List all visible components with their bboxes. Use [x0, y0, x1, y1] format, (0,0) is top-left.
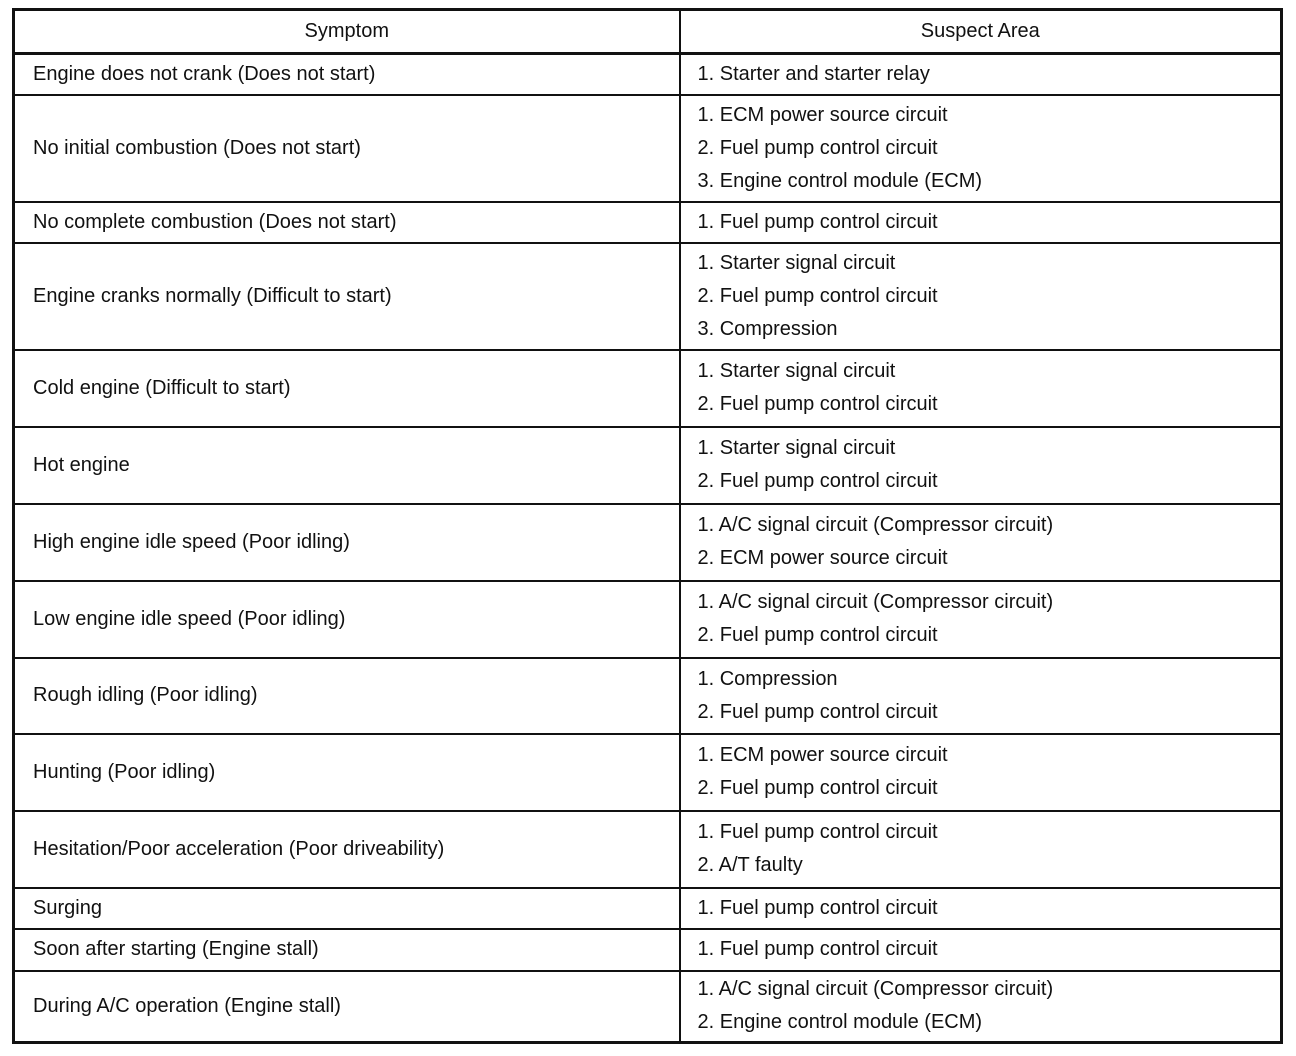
symptom-cell: Low engine idle speed (Poor idling) [14, 581, 680, 658]
suspect-area-cell [680, 888, 1282, 929]
suspect-item: 2. A/T faulty [697, 854, 803, 876]
suspect-item: 1. Starter signal circuit [697, 437, 896, 459]
suspect-item: 2. Fuel pump control circuit [697, 777, 938, 799]
suspect-area-cell [680, 929, 1282, 971]
suspect-area-cell [680, 243, 1282, 350]
table-row [14, 581, 1282, 658]
symptom-cell: Hot engine [14, 427, 680, 504]
symptom-cell: During A/C operation (Engine stall) [14, 971, 680, 1043]
suspect-area-cell [680, 427, 1282, 504]
suspect-item: 2. Fuel pump control circuit [697, 136, 938, 159]
table-header [14, 10, 1282, 54]
suspect-area-cell [680, 734, 1282, 811]
symptom-cell: Rough idling (Poor idling) [14, 658, 680, 734]
symptom-cell: Cold engine (Difficult to start) [14, 350, 680, 427]
suspect-item: 2. Fuel pump control circuit [697, 393, 938, 415]
suspect-item: 1. Compression [697, 667, 838, 690]
symptom-cell: Hesitation/Poor acceleration (Poor driveability) [14, 811, 680, 888]
table-row [14, 971, 1282, 1043]
symptom-cell: Soon after starting (Engine stall) [14, 929, 680, 971]
suspect-item: 1. A/C signal circuit (Compressor circuit) [697, 591, 1054, 613]
suspect-item: 2. Fuel pump control circuit [697, 470, 938, 492]
table-row [14, 243, 1282, 350]
symptom-cell: Surging [14, 888, 680, 929]
suspect-item: 1. A/C signal circuit (Compressor circuit) [697, 978, 1054, 1001]
suspect-item: 2. Fuel pump control circuit [697, 700, 938, 723]
table-row [14, 929, 1282, 971]
table-row [14, 734, 1282, 811]
suspect-area-cell [680, 202, 1282, 243]
suspect-area-cell [680, 54, 1282, 95]
suspect-item: 1. A/C signal circuit (Compressor circuit) [697, 514, 1054, 536]
table-row [14, 350, 1282, 427]
symptom-cell: No initial combustion (Does not start) [14, 95, 680, 202]
suspect-item: 2. Fuel pump control circuit [697, 624, 938, 646]
header-row [14, 10, 1282, 54]
suspect-item: 1. Starter signal circuit [697, 360, 896, 382]
suspect-area-cell [680, 811, 1282, 888]
suspect-item: 3. Compression [697, 317, 838, 340]
suspect-area-cell [680, 350, 1282, 427]
table-body [14, 54, 1282, 1043]
suspect-area-cell [680, 581, 1282, 658]
symptom-table [12, 8, 1283, 1044]
suspect-item: 1. Fuel pump control circuit [697, 896, 938, 919]
suspect-item: 1. Fuel pump control circuit [697, 938, 938, 960]
suspect-area-cell [680, 504, 1282, 581]
table-row [14, 202, 1282, 243]
header-symptom: Symptom [14, 10, 680, 54]
symptom-cell: No complete combustion (Does not start) [14, 202, 680, 243]
symptom-cell: Engine does not crank (Does not start) [14, 54, 680, 95]
header-suspect-area: Suspect Area [680, 10, 1282, 54]
table-row [14, 504, 1282, 581]
suspect-area-cell [680, 95, 1282, 202]
symptom-cell: Hunting (Poor idling) [14, 734, 680, 811]
suspect-item: 1. ECM power source circuit [697, 103, 948, 126]
table-row [14, 658, 1282, 734]
suspect-item: 1. Fuel pump control circuit [697, 821, 938, 843]
symptom-cell: High engine idle speed (Poor idling) [14, 504, 680, 581]
table-row [14, 95, 1282, 202]
suspect-item: 1. Fuel pump control circuit [697, 210, 938, 233]
table-row [14, 54, 1282, 95]
suspect-item: 1. Starter signal circuit [697, 251, 896, 274]
table-row [14, 811, 1282, 888]
table-row [14, 888, 1282, 929]
suspect-item: 3. Engine control module (ECM) [697, 169, 983, 192]
suspect-item: 2. Fuel pump control circuit [697, 284, 938, 307]
table-row [14, 427, 1282, 504]
suspect-area-cell [680, 658, 1282, 734]
suspect-item: 1. Starter and starter relay [697, 62, 930, 85]
suspect-area-cell [680, 971, 1282, 1043]
suspect-item: 1. ECM power source circuit [697, 744, 948, 766]
suspect-item: 2. Engine control module (ECM) [697, 1011, 983, 1034]
symptom-cell: Engine cranks normally (Difficult to start) [14, 243, 680, 350]
suspect-item: 2. ECM power source circuit [697, 547, 948, 569]
